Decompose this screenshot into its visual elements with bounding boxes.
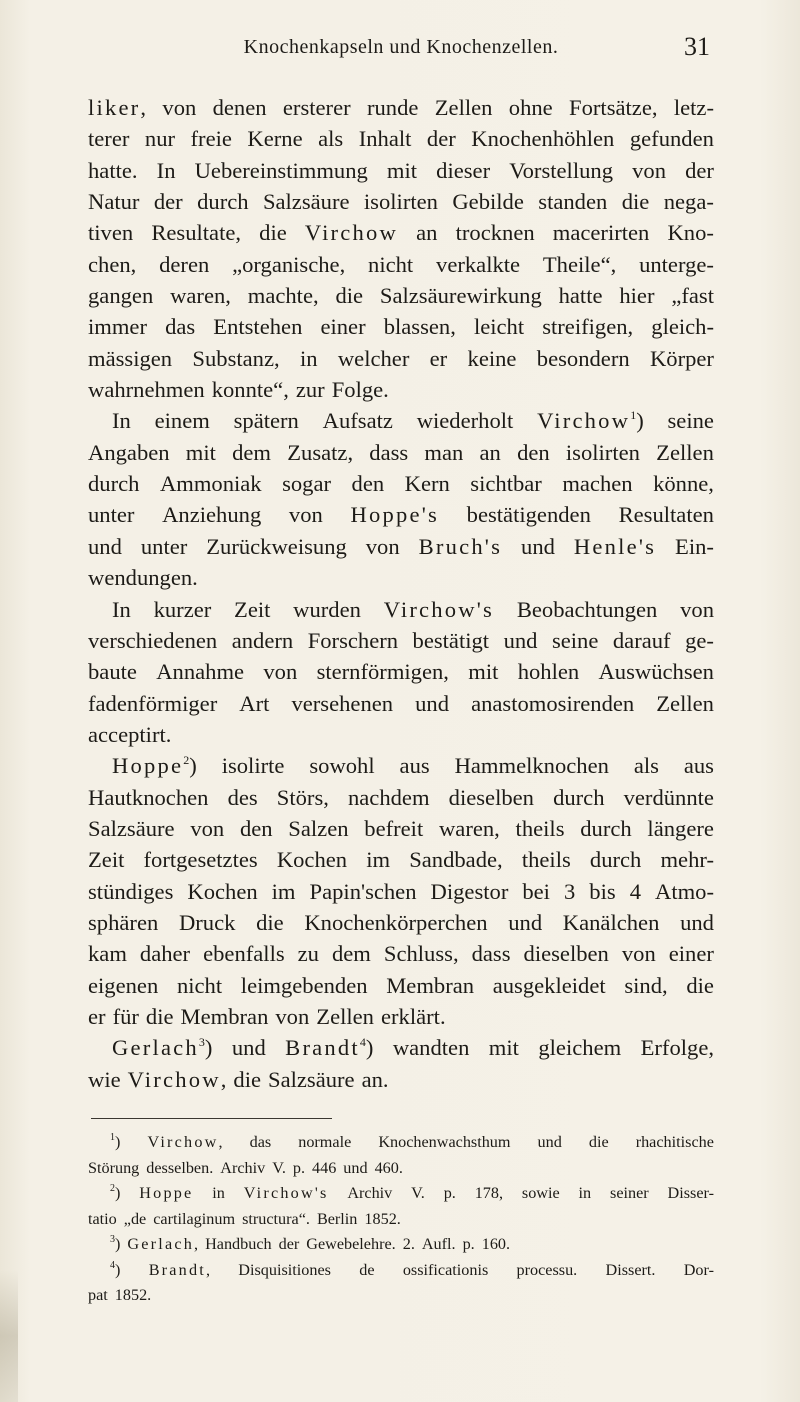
- text-line: er für die Membran von Zellen erklärt.: [88, 1003, 446, 1029]
- text-line: wendungen.: [88, 565, 198, 591]
- text-line: Hoppe$^2$) isolirte sowohl aus Hammelknochen als aus: [112, 753, 714, 779]
- text-line: wahrnehmen konnte“, zur Folge.: [88, 377, 389, 403]
- text-line: chen, deren „organische, nicht verkalkte Theile“, unterge-: [88, 251, 714, 277]
- text-line: acceptirt.: [88, 721, 172, 747]
- text-line: mässigen Substanz, in welcher er keine besondern Körper: [88, 345, 714, 371]
- text-line: verschiedenen andern Forschern bestätigt und seine darauf ge-: [88, 627, 714, 653]
- page-header: [92, 34, 710, 64]
- text-line: unter Anziehung von Hoppe's bestätigenden Resultaten: [88, 502, 714, 528]
- footnote-line: $^2$) Hoppe in Virchow's Archiv V. p. 178, sowie in seiner Disser-: [110, 1183, 714, 1202]
- text-line: baute Annahme von sternförmigen, mit hohlen Auswüchsen: [88, 659, 714, 685]
- text-line: In kurzer Zeit wurden Virchow's Beobachtungen von: [112, 596, 714, 622]
- text-line: stündiges Kochen im Papin'schen Digestor bei 3 bis 4 Atmo-: [88, 878, 714, 904]
- text-line: und unter Zurückweisung von Bruch's und Henle's Ein-: [88, 533, 714, 559]
- footnotes: [88, 1130, 714, 1309]
- text-line: durch Ammoniak sogar den Kern sichtbar machen könne,: [88, 471, 714, 497]
- footnote-line: $^4$) Brandt, Disquisitiones de ossificationis processu. Dissert. Dor-: [110, 1259, 714, 1279]
- footnote-rule: [91, 1118, 332, 1119]
- text-line: Salzsäure von den Salzen befreit waren, theils durch längere: [88, 815, 714, 841]
- text-line: gangen waren, machte, die Salzsäurewirkung hatte hier „fast: [88, 283, 714, 309]
- footnote-line: $^3$) Gerlach, Handbuch der Gewebelehre. 2. Aufl. p. 160.: [110, 1234, 511, 1253]
- text-line: tiven Resultate, die Virchow an trocknen macerirten Kno-: [88, 220, 714, 246]
- text-line: immer das Entstehen einer blassen, leicht streifigen, gleich-: [88, 314, 714, 340]
- body-text: [88, 92, 714, 1095]
- footnote-line: tatio „de cartilaginum structura“. Berlin 1852.: [88, 1209, 401, 1228]
- text-line: Angaben mit dem Zusatz, dass man an den isolirten Zellen: [88, 439, 714, 465]
- text-line: eigenen nicht leimgebenden Membran ausgekleidet sind, die: [88, 972, 714, 998]
- text-line: liker, von denen ersterer runde Zellen ohne Fortsätze, letz-: [88, 95, 714, 120]
- text-line: Natur der durch Salzsäure isolirten Gebilde standen die nega-: [88, 189, 714, 215]
- text-line: wie Virchow, die Salzsäure an.: [88, 1066, 389, 1092]
- text-line: Gerlach$^3$) und Brandt$^4$) wandten mit gleichem Erfolge,: [112, 1035, 714, 1061]
- text-line: sphären Druck die Knochenkörperchen und Kanälchen und: [88, 909, 714, 935]
- text-line: terer nur freie Kerne als Inhalt der Knochenhöhlen gefunden: [88, 126, 714, 152]
- text-line: Zeit fortgesetztes Kochen im Sandbade, theils durch mehr-: [88, 847, 714, 873]
- running-title: Knochenkapseln und Knochenzellen.: [243, 36, 559, 58]
- footnote-line: pat 1852.: [88, 1286, 152, 1304]
- footnote-line: $^1$) Virchow, das normale Knochenwachsthum und die rhachitische: [110, 1132, 714, 1151]
- text-line: hatte. In Uebereinstimmung mit dieser Vorstellung von der: [88, 157, 714, 183]
- text-line: In einem spätern Aufsatz wiederholt Virchow$^1$) seine: [112, 408, 714, 434]
- margin-stain: [0, 1270, 18, 1402]
- page-number: 31: [684, 32, 710, 61]
- text-line: fadenförmiger Art versehenen und anastomosirenden Zellen: [88, 690, 714, 716]
- text-line: kam daher ebenfalls zu dem Schluss, dass dieselben von einer: [88, 941, 714, 967]
- text-line: Hautknochen des Störs, nachdem dieselben durch verdünnte: [88, 784, 714, 810]
- footnote-line: Störung desselben. Archiv V. p. 446 und 460.: [88, 1158, 403, 1177]
